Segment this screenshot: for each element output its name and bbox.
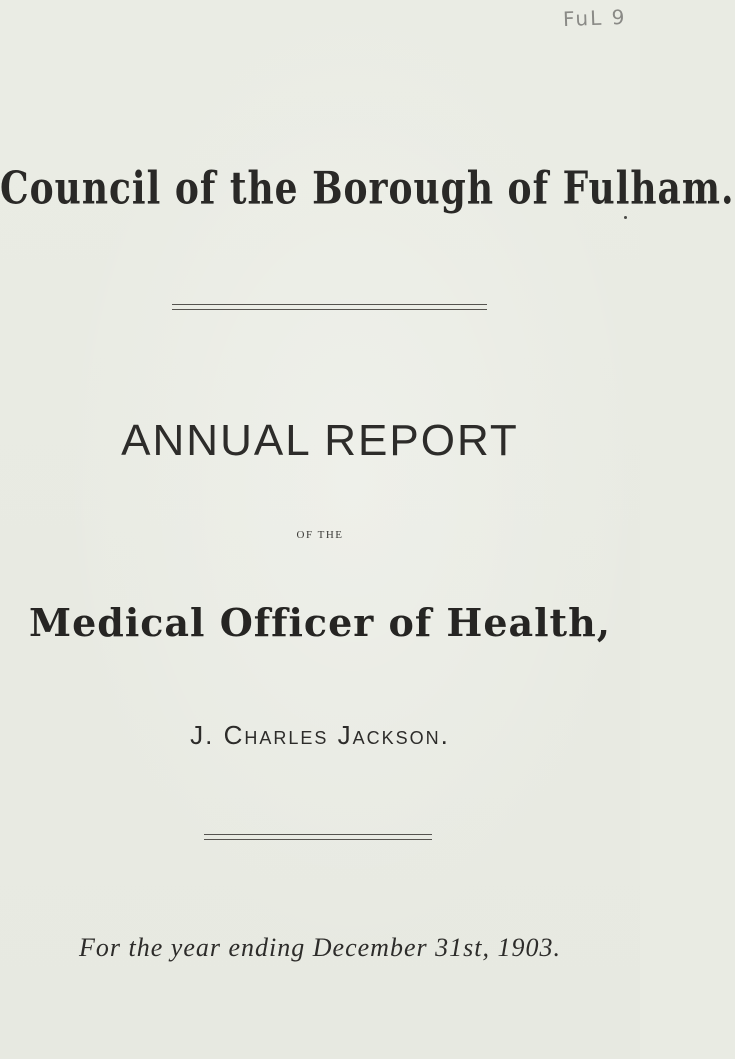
report-period: For the year ending December 31st, 1903.	[79, 933, 561, 962]
handwritten-catalog-mark: FuL 9	[562, 4, 627, 32]
report-title: ANNUAL REPORT	[121, 416, 519, 465]
report-author: J. Charles Jackson.	[190, 720, 450, 750]
double-rule-bottom	[204, 834, 432, 840]
report-subject: Medical Officer of Health,	[29, 600, 611, 645]
double-rule-top	[172, 304, 487, 310]
council-title: Council of the Borough of Fulham.	[0, 162, 735, 215]
print-speck	[624, 216, 627, 219]
report-connector: OF THE	[296, 529, 344, 541]
